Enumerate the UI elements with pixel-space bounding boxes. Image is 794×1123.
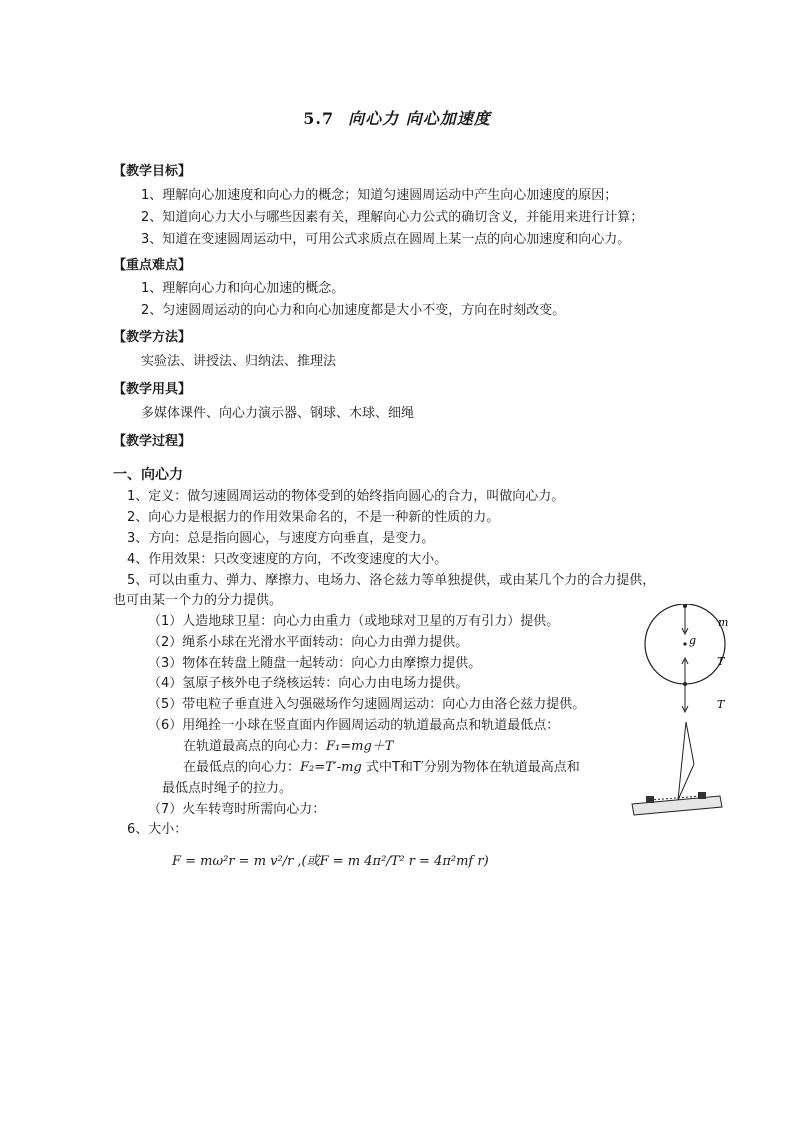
bottom-point-note: 式中T和T′分别为物体在轨道最高点和 [361, 760, 580, 775]
label-g: g [689, 634, 697, 647]
bottom-point-formula: F₂=T′-mg [300, 760, 362, 775]
label-t1: T [717, 655, 725, 668]
part1-item: 1、定义：做匀速圆周运动的物体受到的始终指向圆心的合力，叫做向心力。 [127, 489, 565, 504]
example-item: （3）物体在转盘上随盘一起转动：向心力由摩擦力提供。 [148, 656, 482, 671]
example-item: （6）用绳拴一小球在竖直面内作圆周运动的轨道最高点和轨道最低点： [148, 718, 560, 733]
process-heading: 【教学过程】 [113, 434, 192, 449]
label-t2: T [717, 698, 725, 711]
title-text: 向心力 向心加速度 [348, 109, 491, 128]
goal-item: 3、知道在变速圆周运动中，可用公式求质点在圆周上某一点的向心加速度和向心力。 [141, 232, 631, 247]
keypoint-item: 1、理解向心力和向心加速的概念。 [141, 281, 345, 296]
page-title [0, 106, 794, 129]
size-formula [172, 850, 489, 869]
bottom-point-line [183, 756, 580, 775]
part1-heading: 一、向心力 [113, 467, 183, 483]
part1-item: 4、作用效果：只改变速度的方向，不改变速度的大小。 [127, 552, 448, 567]
part1-item: 3、方向：总是指向圆心，与速度方向垂直，是变力。 [127, 531, 435, 546]
bottom-point-note-2: 最低点时绳子的拉力。 [162, 781, 293, 796]
example-item: （5）带电粒子垂直进入匀强磁场作匀速圆周运动：向心力由洛仑兹力提供。 [148, 697, 586, 712]
train-item: （7）火车转弯时所需向心力： [148, 802, 326, 817]
top-ball [683, 604, 687, 608]
tools-text: 多媒体课件、向心力演示器、钢球、木球、细绳 [141, 406, 415, 421]
keypoints-heading: 【重点难点】 [113, 258, 192, 273]
size-formula-text: F = mω²r = m v²/r ,(或F = m 4π²/T² r = 4π²mf r) [172, 854, 489, 869]
label-m: m [718, 616, 729, 629]
part1-item: 2、向心力是根据力的作用效果命名的，不是一种新的性质的力。 [127, 510, 500, 525]
bottom-point-label: 在最低点的向心力： [183, 760, 301, 775]
goals-heading: 【教学目标】 [113, 164, 192, 179]
vertical-circle-figure [628, 604, 740, 820]
top-point-label: 在轨道最高点的向心力： [183, 739, 327, 754]
circle-center [683, 642, 686, 645]
banked-track [632, 796, 722, 815]
example-item: （2）绳系小球在光滑水平面转动：向心力由弹力提供。 [148, 635, 469, 650]
goal-item: 2、知道向心力大小与哪些因素有关，理解向心力公式的确切含义，并能用来进行计算； [141, 210, 644, 225]
goal-item: 1、理解向心加速度和向心力的概念；知道匀速圆周运动中产生向心加速度的原因； [141, 188, 618, 203]
example-item: （1）人造地球卫星：向心力由重力（或地球对卫星的万有引力）提供。 [148, 614, 560, 629]
methods-text: 实验法、讲授法、归纳法、推理法 [141, 354, 337, 369]
example-item: （4）氢原子核外电子绕核运转：向心力由电场力提供。 [148, 676, 469, 691]
title-number: 5.7 [303, 109, 335, 128]
bottom-ball [683, 682, 687, 686]
force-line-1 [678, 722, 686, 800]
force-line-2 [686, 722, 694, 764]
part1-item: 也可由某一个力的分力提供。 [113, 593, 283, 608]
rail-right [698, 792, 706, 799]
part1-item: 5、可以由重力、弹力、摩擦力、电场力、洛仑兹力等单独提供，或由某几个力的合力提供， [127, 573, 656, 588]
size-heading: 6、大小： [127, 822, 188, 837]
top-point-formula: F₁=mg＋T [326, 739, 394, 754]
force-line-3 [678, 764, 694, 800]
methods-heading: 【教学方法】 [113, 330, 192, 345]
tools-heading: 【教学用具】 [113, 382, 192, 397]
top-point-line [183, 735, 393, 754]
keypoint-item: 2、匀速圆周运动的向心力和向心加速度都是大小不变，方向在时刻改变。 [141, 303, 566, 318]
